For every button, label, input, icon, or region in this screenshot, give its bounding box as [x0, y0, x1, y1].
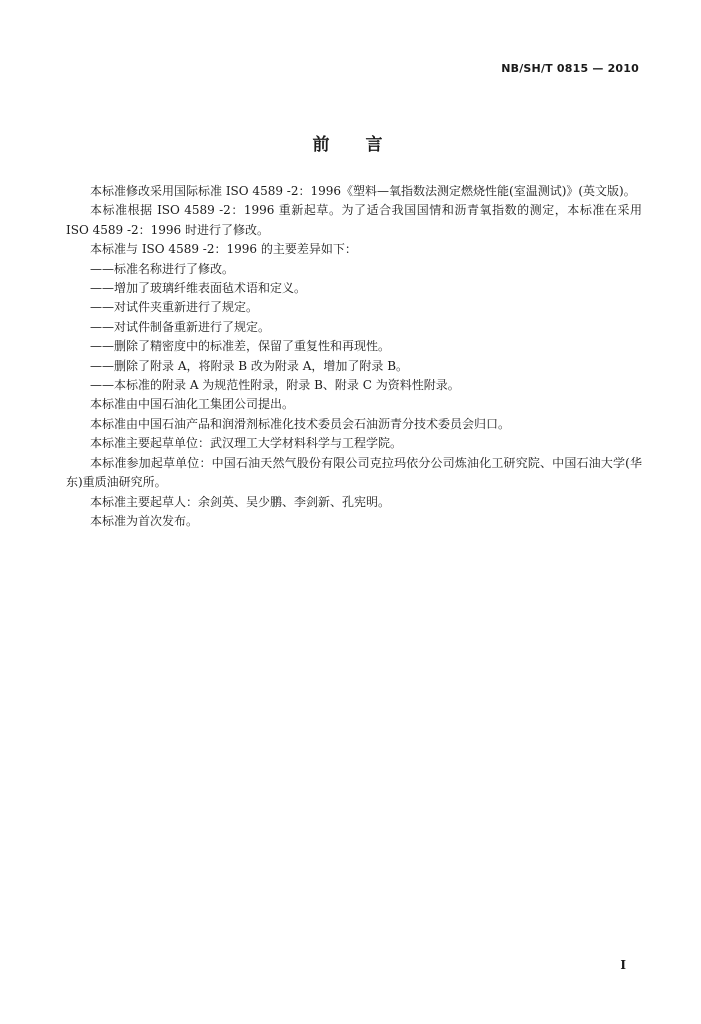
paragraph: 本标准由中国石油化工集团公司提出。: [90, 397, 295, 412]
difference-item: ——对试件夹重新进行了规定。: [90, 300, 259, 315]
foreword-body: [66, 182, 642, 531]
page-number: I: [620, 958, 626, 972]
paragraph: 本标准由中国石油产品和润滑剂标准化技术委员会石油沥青分技术委员会归口。: [90, 416, 511, 431]
difference-item: ——增加了玻璃纤维表面毡术语和定义。: [90, 281, 307, 296]
difference-item: ——本标准的附录 A 为规范性附录，附录 B、附录 C 为资料性附录。: [90, 378, 460, 393]
difference-item: ——删除了精密度中的标准差，保留了重复性和再现性。: [90, 339, 391, 354]
paragraph: 本标准主要起草单位：武汉理工大学材料科学与工程学院。: [90, 436, 403, 451]
difference-item: ——标准名称进行了修改。: [90, 261, 235, 276]
standard-code: NB/SH/T 0815 — 2010: [501, 62, 639, 75]
paragraph: 本标准主要起草人：余剑英、吴少鹏、李剑新、孔宪明。: [90, 494, 391, 509]
paragraph: 本标准参加起草单位：中国石油天然气股份有限公司克拉玛依分公司炼油化工研究院、中国石油大学(华东)重质油研究所。: [66, 455, 642, 490]
difference-item: ——删除了附录 A，将附录 B 改为附录 A，增加了附录 B。: [90, 358, 409, 373]
paragraph: 本标准根据 ISO 4589 -2：1996 重新起草。为了适合我国国情和沥青氧指数的测定，本标准在采用 ISO 4589 -2：1996 时进行了修改。: [66, 203, 642, 237]
paragraph: 本标准修改采用国际标准 ISO 4589 -2：1996《塑料—氧指数法测定燃烧性能(室温测试)》(英文版)。: [90, 184, 636, 198]
paragraph: 本标准为首次发布。: [90, 513, 199, 528]
page-title: 前言: [312, 135, 419, 155]
difference-item: ——对试件制备重新进行了规定。: [90, 319, 271, 334]
paragraph: 本标准与 ISO 4589 -2：1996 的主要差异如下：: [90, 242, 357, 257]
